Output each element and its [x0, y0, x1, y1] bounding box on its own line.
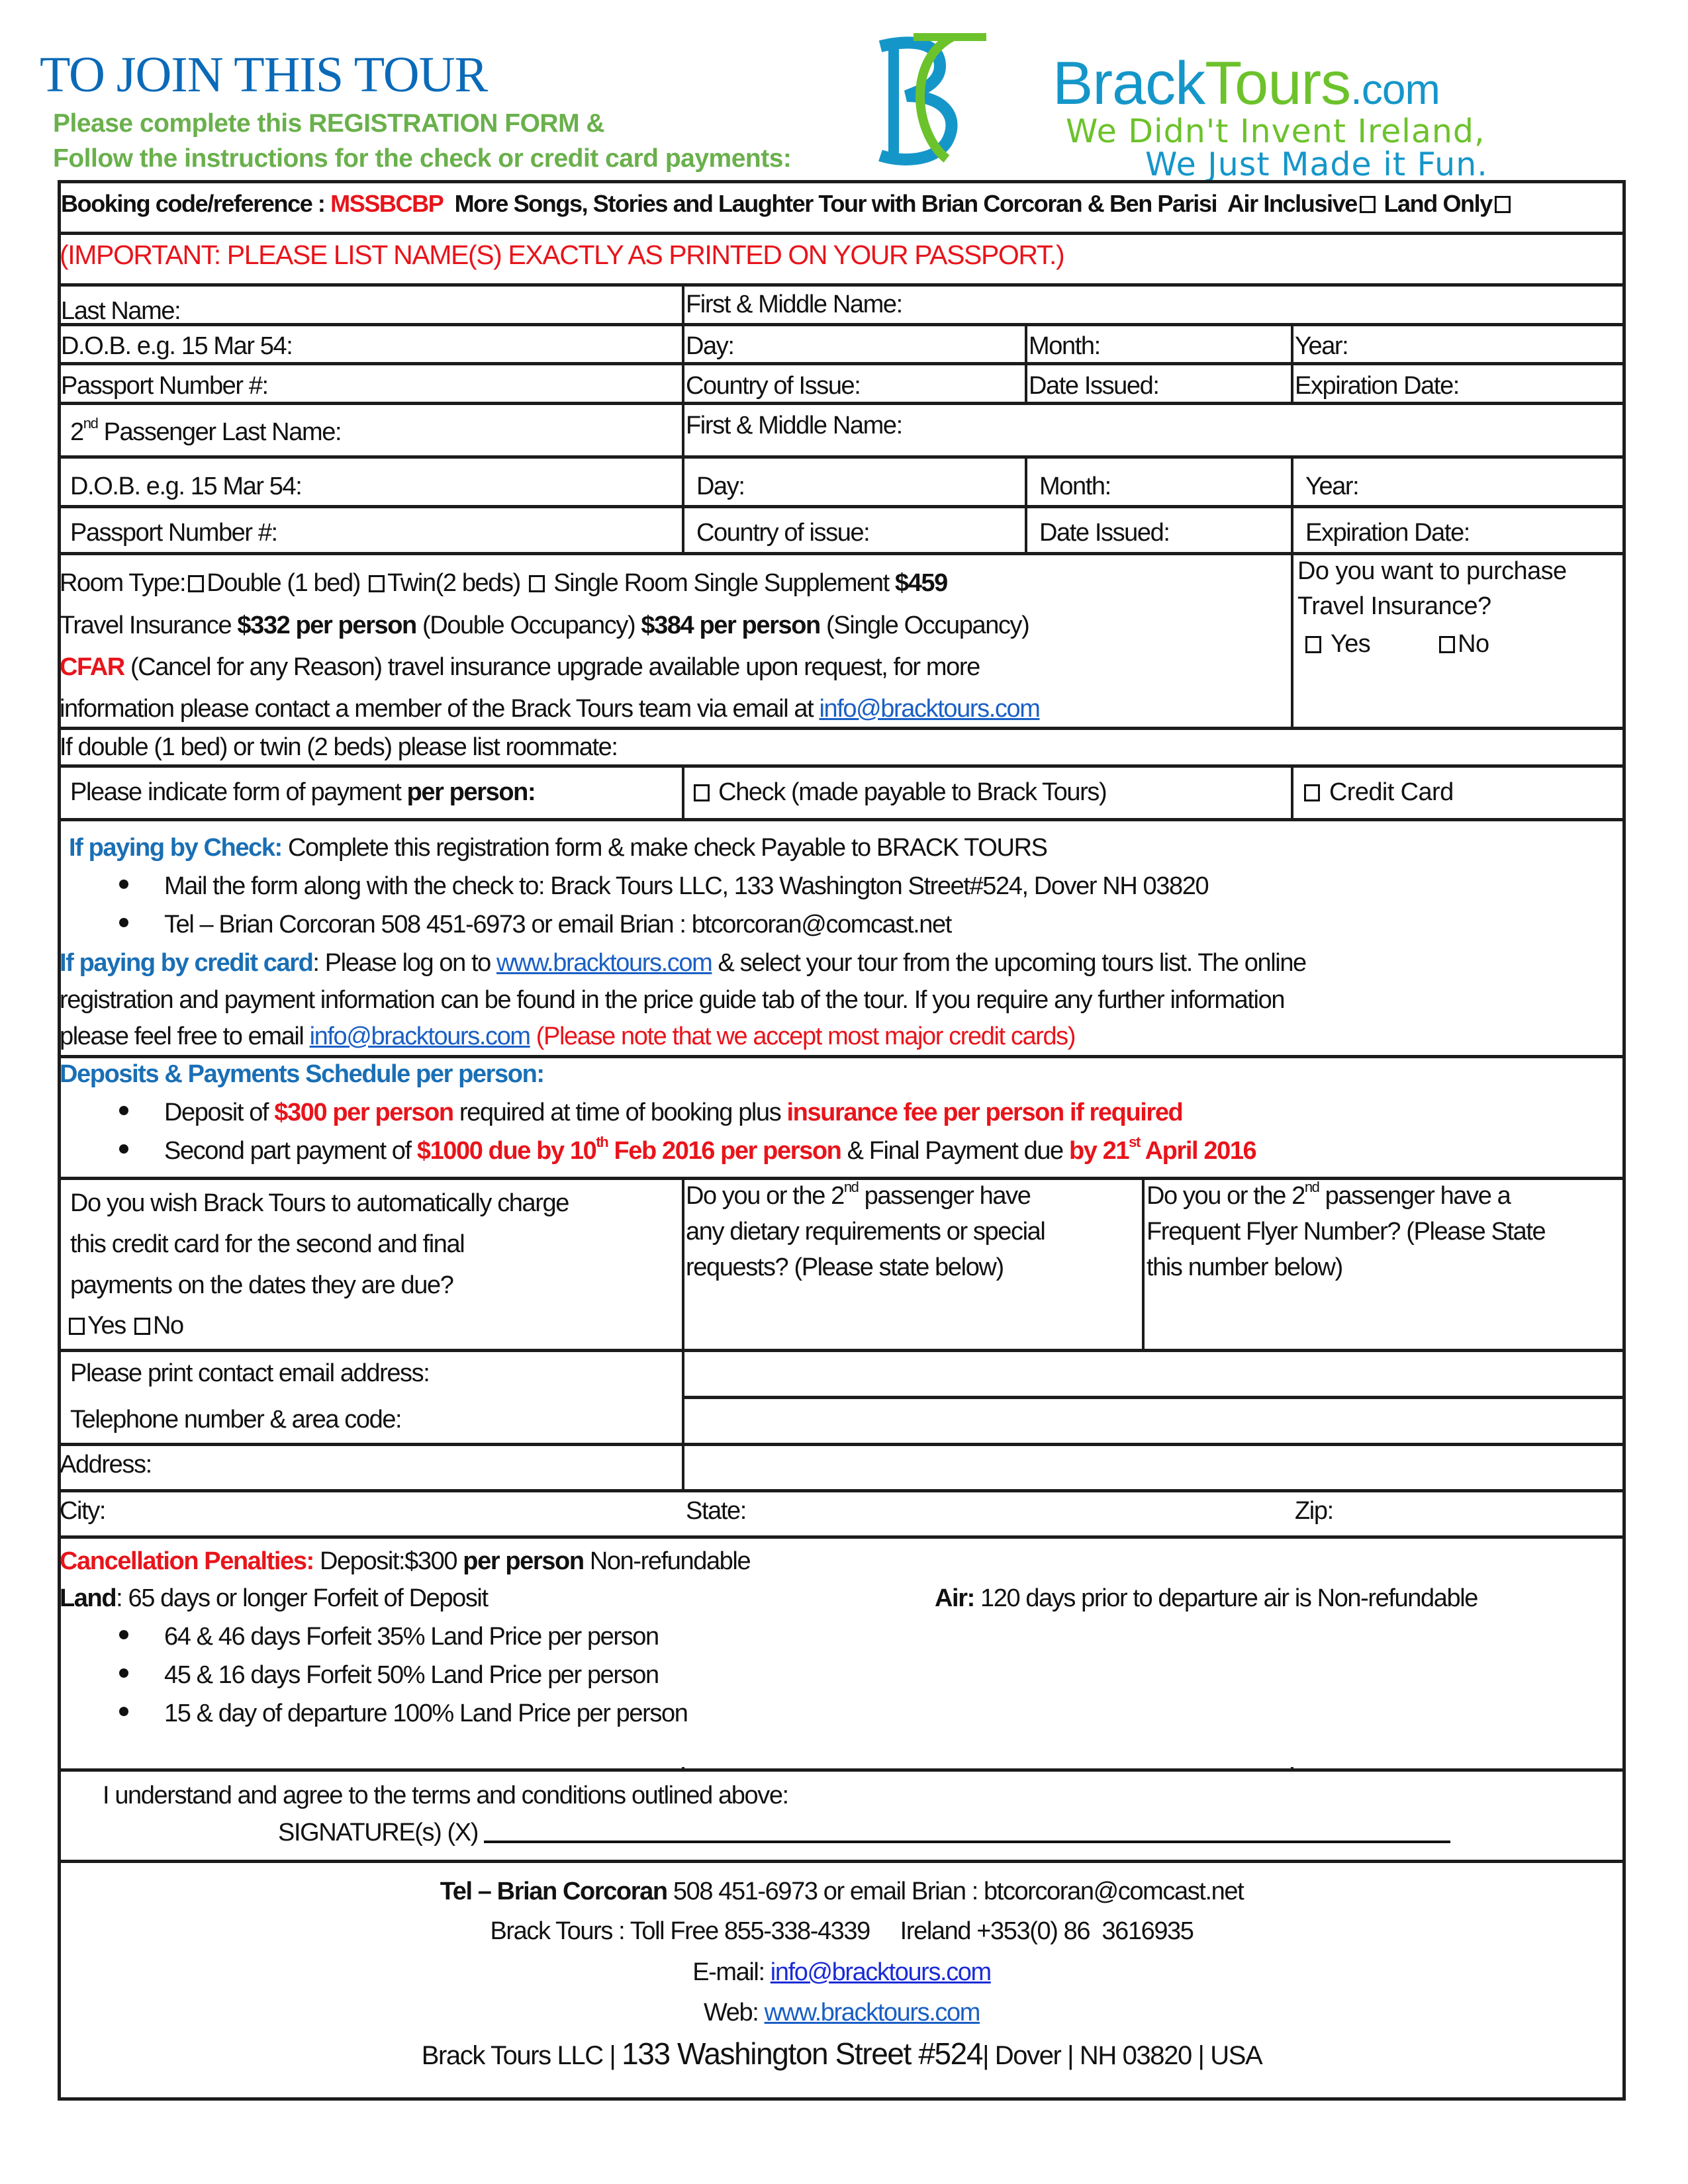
- divider: [58, 552, 1626, 555]
- state-field[interactable]: State:: [686, 1497, 746, 1525]
- check-payment-option[interactable]: [691, 777, 1106, 807]
- divider: [58, 505, 1626, 508]
- deposit-amount: $300 per person: [274, 1099, 453, 1126]
- dob-month-field[interactable]: Month:: [1029, 332, 1100, 360]
- passenger2-passport-number-field[interactable]: Passport Number #:: [70, 519, 277, 547]
- final-payment-date: April 2016: [1139, 1137, 1256, 1165]
- cc-text-2: & select your tour from the upcoming tours list. The online: [712, 949, 1306, 977]
- tel-contact-text: Tel – Brian Corcoran 508 451-6973 or email Brian : btcorcoran@comcast.net: [164, 911, 951, 938]
- contact-email-label: Please print contact email address:: [70, 1359, 430, 1387]
- divider: [58, 1349, 1626, 1352]
- deposits-heading: Deposits & Payments Schedule per person:: [60, 1060, 544, 1088]
- cfar-contact-text: information please contact a member of the Brack Tours team via email at: [60, 695, 820, 723]
- check-bullet-2: [119, 909, 951, 940]
- penalty-text: 64 & 46 days Forfeit 35% Land Price per person: [164, 1623, 659, 1651]
- auto-charge-question-3: payments on the dates they are due?: [70, 1271, 453, 1299]
- second-payment-amount: $1000 due by 10: [416, 1137, 596, 1165]
- footer-tel-bold: Tel – Brian Corcoran: [440, 1878, 667, 1905]
- insurance-question-line1: Do you want to purchase: [1297, 557, 1567, 585]
- column-divider: [682, 766, 684, 819]
- zip-field[interactable]: Zip:: [1295, 1497, 1333, 1525]
- payment-form-label: [70, 777, 535, 807]
- passenger2-date-issued-field[interactable]: Date Issued:: [1039, 519, 1170, 547]
- frequent-flyer-question-1: [1147, 1181, 1510, 1211]
- dietary-question-1: [686, 1181, 1030, 1211]
- single-room-label: Single Room Single Supplement: [547, 569, 895, 597]
- credit-card-label: Credit Card: [1323, 778, 1454, 806]
- divider: [58, 455, 1626, 459]
- air-inclusive-label: Air Inclusive: [1227, 190, 1357, 217]
- auto-charge-no-label: No: [152, 1312, 183, 1340]
- column-divider: [1291, 457, 1293, 553]
- column-divider: [1142, 1178, 1145, 1350]
- penalty-item: [119, 1698, 687, 1729]
- footer-tel: [58, 1876, 1626, 1907]
- twin-room-label: Twin(2 beds): [387, 569, 520, 597]
- passenger2-last-name-field[interactable]: [70, 417, 341, 447]
- column-divider: [1025, 324, 1027, 404]
- first-middle-name-field[interactable]: First & Middle Name:: [686, 291, 902, 318]
- insurance-answer-row: [1303, 629, 1489, 659]
- bracktours-website-link[interactable]: www.bracktours.com: [496, 949, 712, 977]
- footer-toll-free: Brack Tours : Toll Free 855-338-4339 Ireland +353(0) 86 3616935: [490, 1917, 1194, 1945]
- deposit-bullet-2: [119, 1136, 1256, 1166]
- last-name-field[interactable]: Last Name:: [61, 297, 181, 325]
- frequent-flyer-question-3: this number below): [1147, 1253, 1342, 1281]
- penalty-item: [119, 1660, 659, 1690]
- brand-part-com: .com: [1350, 66, 1440, 113]
- tagline-2: We Just Made it Fun.: [1145, 146, 1488, 183]
- ff-text-b: passenger have a: [1319, 1182, 1511, 1210]
- check-instructions: [69, 833, 1047, 863]
- land-only-checkbox[interactable]: [1495, 196, 1511, 213]
- booking-row: [61, 189, 1513, 219]
- passenger2-country-field[interactable]: Country of issue:: [696, 519, 870, 547]
- agreement-text: I understand and agree to the terms and conditions outlined above:: [103, 1782, 788, 1809]
- booking-code: MSSBCBP: [330, 190, 444, 217]
- insurance-single-note: (Single Occupancy): [820, 612, 1029, 639]
- column-divider: [1025, 457, 1027, 553]
- address-field[interactable]: Address:: [60, 1451, 152, 1479]
- signature-line-input[interactable]: [484, 1817, 1450, 1843]
- dietary-text-b: passenger have: [858, 1182, 1031, 1210]
- insurance-no-checkbox[interactable]: [1439, 636, 1455, 653]
- cfar-label: CFAR: [60, 653, 124, 681]
- signature-row: [278, 1817, 1450, 1848]
- room-type-row: [60, 568, 947, 598]
- auto-charge-no-checkbox[interactable]: [134, 1318, 150, 1335]
- dietary-answer-field[interactable]: [686, 1291, 1140, 1343]
- check-text: Complete this registration form & make check Payable to BRACK TOURS: [281, 834, 1047, 862]
- column-divider: [682, 285, 684, 553]
- page-title: TO JOIN THIS TOUR: [40, 47, 488, 103]
- air-text: 120 days prior to departure air is Non-refundable: [974, 1584, 1477, 1612]
- insurance-yes-checkbox[interactable]: [1305, 636, 1321, 653]
- auto-charge-question-1: Do you wish Brack Tours to automatically charge: [70, 1189, 569, 1217]
- deposit-text: Deposit of: [164, 1099, 275, 1126]
- footer-web-link[interactable]: www.bracktours.com: [764, 1999, 980, 2026]
- footer-email-row: [58, 1957, 1626, 1987]
- passenger2-expiration-date-field[interactable]: Expiration Date:: [1305, 519, 1470, 547]
- cfar-contact-row: [60, 694, 1039, 724]
- frequent-flyer-question-2: Frequent Flyer Number? (Please State: [1147, 1218, 1546, 1246]
- country-of-issue-field[interactable]: Country of Issue:: [686, 372, 861, 400]
- ordinal-number: 2: [70, 418, 83, 446]
- check-payment-checkbox[interactable]: [694, 784, 710, 801]
- divider: [58, 362, 1626, 365]
- telephone-input[interactable]: [686, 1400, 1622, 1442]
- dob-label: D.O.B. e.g. 15 Mar 54:: [61, 332, 293, 360]
- footer-address-company: Brack Tours LLC |: [421, 2041, 622, 2070]
- ordinal-suffix: nd: [83, 415, 98, 432]
- footer-address: [58, 2038, 1626, 2071]
- frequent-flyer-answer-field[interactable]: [1147, 1291, 1623, 1343]
- cancellation-heading-row: [60, 1546, 750, 1576]
- divider: [58, 1860, 1626, 1863]
- passenger2-dob-month-field[interactable]: Month:: [1039, 473, 1111, 500]
- bracktours-logo: [867, 26, 1628, 183]
- divider: [58, 283, 1626, 287]
- room-type-label: Room Type:: [60, 569, 186, 597]
- payment-label-text: Please indicate form of payment: [70, 778, 407, 806]
- bullet-icon: [119, 1668, 128, 1678]
- info-email-link[interactable]: info@bracktours.com: [309, 1023, 530, 1050]
- mail-address-text: Mail the form along with the check to: Brack Tours LLC, 133 Washington Street#524, Dover NH 03820: [164, 872, 1209, 900]
- footer-email-link[interactable]: info@bracktours.com: [770, 1958, 991, 1986]
- divider: [58, 818, 1626, 821]
- city-field[interactable]: City:: [60, 1497, 106, 1525]
- land-only-label: Land Only: [1383, 190, 1492, 217]
- insurance-yes-label: Yes: [1330, 630, 1371, 658]
- column-divider: [1291, 766, 1293, 819]
- payment-label-bold: per person:: [406, 778, 536, 806]
- land-label: Land: [60, 1584, 117, 1612]
- check-heading: If paying by Check:: [69, 834, 282, 862]
- signature-label: SIGNATURE(s) (X): [278, 1819, 485, 1846]
- divider: [58, 1768, 1626, 1772]
- air-inclusive-checkbox[interactable]: [1360, 196, 1376, 213]
- divider: [58, 323, 1626, 326]
- divider: [58, 1443, 1626, 1446]
- divider: [58, 402, 1626, 405]
- penalty-item: [119, 1621, 659, 1652]
- brand-name: [1053, 50, 1440, 120]
- cc-line-3: [60, 1021, 1075, 1052]
- dietary-question-2: any dietary requirements or special: [686, 1218, 1045, 1246]
- auto-charge-answer: [66, 1310, 183, 1341]
- dietary-text: Do you or the 2: [686, 1182, 844, 1210]
- divider: [58, 1489, 1626, 1492]
- air-penalty-row: [935, 1583, 1477, 1614]
- insurance-question-line2: Travel Insurance?: [1297, 592, 1491, 620]
- cc-line-2: registration and payment information can be found in the price guide tab of the tour. If you require any further information: [60, 986, 1285, 1014]
- deposit-text-2: required at time of booking plus: [453, 1099, 787, 1126]
- column-divider: [682, 1178, 684, 1489]
- insurance-fee-note: insurance fee per person if required: [786, 1099, 1183, 1126]
- passenger2-last-name-label: Passenger Last Name:: [97, 418, 342, 446]
- cfar-text: (Cancel for any Reason) travel insurance upgrade available upon request, for more: [124, 653, 980, 681]
- credit-card-payment-option[interactable]: [1301, 777, 1454, 807]
- cc-text-1: : Please log on to: [312, 949, 497, 977]
- credit-card-instructions: [60, 948, 1306, 978]
- brand-part-brack: Brack: [1053, 50, 1205, 117]
- divider: [58, 232, 1626, 235]
- second-payment-text: Second part payment of: [164, 1137, 417, 1165]
- insurance-double-note: (Double Occupancy): [416, 612, 641, 639]
- travel-insurance-row: [60, 610, 1029, 641]
- divider: [58, 1177, 1626, 1180]
- ff-text: Do you or the 2: [1147, 1182, 1305, 1210]
- single-supplement-price: $459: [894, 569, 947, 597]
- cancellation-heading: Cancellation Penalties:: [60, 1547, 314, 1575]
- passenger2-dob-year-field[interactable]: Year:: [1305, 473, 1359, 500]
- twin-room-checkbox[interactable]: [369, 575, 385, 592]
- cfar-row: [60, 652, 980, 682]
- dob-year-field[interactable]: Year:: [1295, 332, 1348, 360]
- bullet-icon: [119, 880, 128, 889]
- double-room-checkbox[interactable]: [188, 575, 204, 592]
- double-room-label: Double (1 bed): [207, 569, 360, 597]
- footer-tel-text: 508 451-6973 or email Brian : btcorcoran@comcast.net: [667, 1878, 1244, 1905]
- credit-card-checkbox[interactable]: [1304, 784, 1320, 801]
- bullet-icon: [119, 1707, 128, 1716]
- roommate-field[interactable]: If double (1 bed) or twin (2 beds) please list roommate:: [60, 733, 618, 761]
- bullet-icon: [119, 1106, 128, 1115]
- date-issued-field[interactable]: Date Issued:: [1029, 372, 1159, 400]
- footer-web-row: [58, 1997, 1626, 2028]
- cancellation-per-person: per person: [463, 1547, 584, 1575]
- auto-charge-yes-checkbox[interactable]: [69, 1318, 85, 1335]
- insurance-double-price: $332 per person: [237, 612, 416, 639]
- cc-line-3-text: please feel free to email: [60, 1023, 310, 1050]
- divider: [58, 727, 1626, 730]
- footer-email-label: E-mail:: [692, 1958, 771, 1986]
- divider: [58, 764, 1626, 768]
- booking-label: Booking code/reference :: [61, 190, 325, 217]
- credit-card-heading: If paying by credit card: [60, 949, 313, 977]
- passenger2-first-middle-name-field[interactable]: First & Middle Name:: [686, 412, 902, 439]
- check-payment-label: Check (made payable to Brack Tours): [712, 778, 1107, 806]
- deposit-bullet-1: [119, 1097, 1182, 1128]
- brand-part-tours: Tours: [1205, 50, 1351, 117]
- contact-email-input[interactable]: [686, 1353, 1622, 1395]
- air-label: Air:: [935, 1584, 974, 1612]
- passport-number-field[interactable]: Passport Number #:: [61, 372, 268, 400]
- auto-charge-question-2: this credit card for the second and final: [70, 1230, 465, 1258]
- penalty-text: 15 & day of departure 100% Land Price per person: [164, 1700, 688, 1727]
- info-email-link[interactable]: info@bracktours.com: [819, 695, 1040, 723]
- bullet-icon: [119, 1630, 128, 1639]
- single-room-checkbox[interactable]: [529, 575, 545, 592]
- column-divider: [1291, 553, 1293, 728]
- subtitle-line-2: Follow the instructions for the check or credit card payments:: [53, 144, 792, 173]
- auto-charge-yes-label: Yes: [87, 1312, 126, 1340]
- dob-day-field[interactable]: Day:: [686, 332, 734, 360]
- tagline-1: We Didn't Invent Ireland,: [1066, 113, 1485, 150]
- divider: [58, 1055, 1626, 1058]
- footer-address-city: | Dover | NH 03820 | USA: [982, 2041, 1262, 2070]
- final-payment-text: & Final Payment due: [841, 1137, 1069, 1165]
- final-payment-due: by 21: [1068, 1137, 1129, 1165]
- penalty-text: 45 & 16 days Forfeit 50% Land Price per person: [164, 1661, 659, 1689]
- footer-address-street: 133 Washington Street #524: [622, 2036, 983, 2071]
- subtitle-line-1: Please complete this REGISTRATION FORM &: [53, 109, 605, 138]
- insurance-label: Travel Insurance: [60, 612, 238, 639]
- ordinal-suffix: th: [596, 1134, 608, 1150]
- expiration-date-field[interactable]: Expiration Date:: [1295, 372, 1459, 400]
- bullet-icon: [119, 1144, 128, 1154]
- footer-web-label: Web:: [704, 1999, 765, 2026]
- check-bullet-1: [119, 871, 1208, 901]
- bt-monogram-icon: [867, 33, 1000, 165]
- tour-name: More Songs, Stories and Laughter Tour with Brian Corcoran & Ben Parisi: [454, 190, 1217, 217]
- passenger2-dob-day-field[interactable]: Day:: [696, 473, 745, 500]
- ordinal-suffix: st: [1129, 1134, 1140, 1150]
- column-divider: [1291, 324, 1293, 404]
- ordinal-suffix: nd: [843, 1179, 859, 1195]
- ordinal-suffix: nd: [1304, 1179, 1319, 1195]
- second-payment-date: Feb 2016 per person: [608, 1137, 841, 1165]
- important-notice: (IMPORTANT: PLEASE LIST NAME(S) EXACTLY AS PRINTED ON YOUR PASSPORT.): [60, 240, 1064, 270]
- credit-cards-note: (Please note that we accept most major credit cards): [530, 1023, 1076, 1050]
- insurance-no-label: No: [1458, 630, 1489, 658]
- passenger2-dob-label: D.O.B. e.g. 15 Mar 54:: [70, 473, 302, 500]
- cancellation-nonrefundable: Non-refundable: [583, 1547, 751, 1575]
- bullet-icon: [119, 918, 128, 927]
- telephone-label: Telephone number & area code:: [70, 1406, 402, 1433]
- land-penalty-row: [60, 1583, 488, 1614]
- insurance-single-price: $384 per person: [641, 612, 820, 639]
- land-text: : 65 days or longer Forfeit of Deposit: [116, 1584, 488, 1612]
- dietary-question-3: requests? (Please state below): [686, 1253, 1004, 1281]
- divider: [682, 1396, 1626, 1399]
- cancellation-deposit-text: Deposit:$300: [313, 1547, 463, 1575]
